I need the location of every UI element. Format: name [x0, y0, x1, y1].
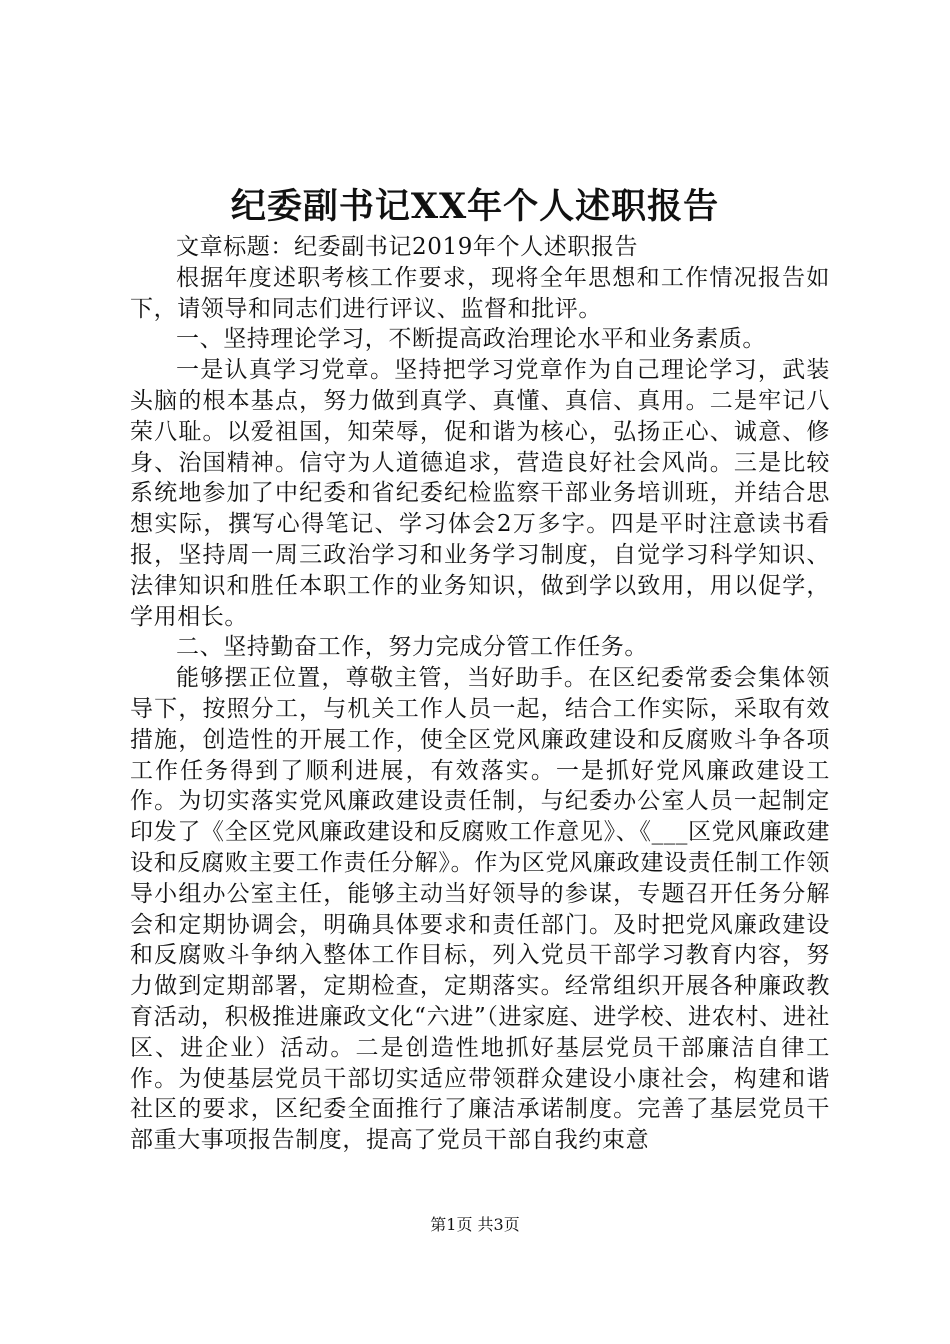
section-heading-1: 一、坚持理论学习，不断提高政治理论水平和业务素质。 [176, 326, 766, 353]
document-body [130, 232, 830, 1156]
section-heading-2: 二、坚持勤奋工作，努力完成分管工作任务。 [176, 634, 648, 661]
paragraph-article-title: 文章标题：纪委副书记2019年个人述职报告 [176, 234, 639, 260]
paragraph-section-1: 一是认真学习党章。坚持把学习党章作为自己理论学习，武装头脑的根本基点，努力做到真学、真懂、真信、真用。二是牢记八荣八耻。以爱祖国，知荣辱，促和谐为核心，弘扬正心、诚意、修身、治国精神。信守为人道德追求，营造良好社会风尚。三是比较系统地参加了中纪委和省纪委纪检监察干部业务培训班，并结合思想实际，撰写心得笔记、学习体会2万多字。四是平时注意读书看报，坚持周一周三政治学习和业务学习制度，自觉学习科学知识、法律知识和胜任本职工作的业务知识，做到学以致用，用以促学，学用相长。 [130, 357, 830, 630]
document-title: 纪委副书记XX年个人述职报告 [230, 186, 720, 227]
page-footer: 第1页 共3页 [430, 1215, 520, 1234]
paragraph-intro: 根据年度述职考核工作要求，现将全年思想和工作情况报告如下，请领导和同志们进行评议、监督和批评。 [130, 264, 830, 322]
paragraph-section-2: 能够摆正位置，尊敬主管，当好助手。在区纪委常委会集体领导下，按照分工，与机关工作人员一起，结合工作实际，采取有效措施，创造性的开展工作，使全区党风廉政建设和反腐败斗争各项工作任务得到了顺利进展，有效落实。一是抓好党风廉政建设工作。为切实落实党风廉政建设责任制，与纪委办公室人员一起制定印发了《全区党风廉政建设和反腐败工作意见》、《___区党风廉政建设和反腐败主要工作责任分解》。作为区党风廉政建设责任制工作领导小组办公室主任，能够主动当好领导的参谋，专题召开任务分解会和定期协调会，明确具体要求和责任部门。及时把党风廉政建设和反腐败斗争纳入整体工作目标，列入党员干部学习教育内容，努力做到定期部署，定期检查，定期落实。经常组织开展各种廉政教育活动，积极推进廉政文化“六进”（进家庭、进学校、进农村、进社区、进企业）活动。二是创造性地抓好基层党员干部廉洁自律工作。为使基层党员干部切实适应带领群众建设小康社会，构建和谐社区的要求，区纪委全面推行了廉洁承诺制度。完善了基层党员干部重大事项报告制度，提高了党员干部自我约束意 [130, 665, 830, 1154]
